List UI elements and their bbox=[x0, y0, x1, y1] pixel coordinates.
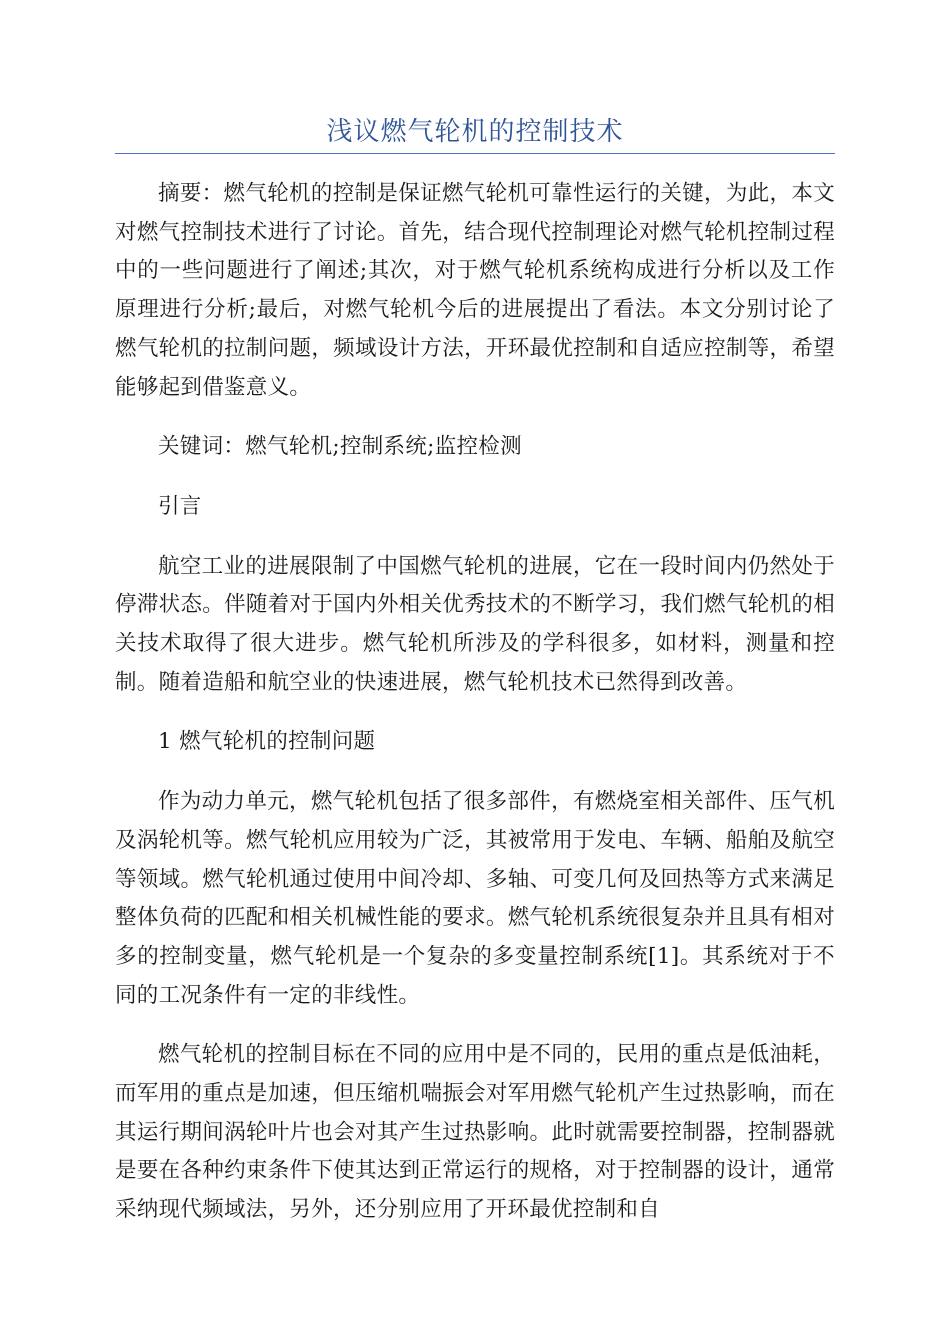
title-underline bbox=[115, 153, 835, 154]
body-paragraph: 作为动力单元，燃气轮机包括了很多部件，有燃烧室相关部件、压气机及涡轮机等。燃气轮机应用较为广泛，其被常用于发电、车辆、船舶及航空等领域。燃气轮机通过使用中间冷却、多轴、可变几何及回热等方式来满足整体负荷的匹配和相关机械性能的要求。燃气轮机系统很复杂并且具有相对多的控制变量，燃气轮机是一个复杂的多变量控制系统[1]。其系统对于不同的工况条件有一定的非线性。 bbox=[115, 789, 835, 1008]
document-title: 浅议燃气轮机的控制技术 bbox=[326, 117, 624, 147]
document-body bbox=[115, 175, 835, 1251]
keywords-paragraph: 关键词：燃气轮机;控制系统;监控检测 bbox=[158, 434, 522, 460]
section-heading-introduction: 引言 bbox=[158, 493, 202, 519]
introduction-paragraph: 航空工业的进展限制了中国燃气轮机的进展，它在一段时间内仍然处于停滞状态。伴随着对于国内外相关优秀技术的不断学习，我们燃气轮机的相关技术取得了很大进步。燃气轮机所涉及的学科很多，如材料，测量和控制。随着造船和航空业的快速进展，燃气轮机技术已然得到改善。 bbox=[115, 553, 835, 695]
body-paragraph: 燃气轮机的控制目标在不同的应用中是不同的，民用的重点是低油耗，而军用的重点是加速，但压缩机喘振会对军用燃气轮机产生过热影响，而在其运行期间涡轮叶片也会对其产生过热影响。此时就需要控制器，控制器就是要在各种约束条件下使其达到正常运行的规格，对于控制器的设计，通常采纳现代频域法，另外，还分别应用了开环最优控制和自 bbox=[115, 1042, 835, 1223]
abstract-paragraph: 摘要：燃气轮机的控制是保证燃气轮机可靠性运行的关键，为此，本文对燃气控制技术进行了讨论。首先，结合现代控制理论对燃气轮机控制过程中的一些问题进行了阐述;其次，对于燃气轮机系统构成进行分析以及工作原理进行分析;最后，对燃气轮机今后的进展提出了看法。本文分别讨论了燃气轮机的拉制问题，频域设计方法，开环最优控制和自适应控制等，希望能够起到借鉴意义。 bbox=[115, 181, 835, 400]
section-heading-control-problem: 1 燃气轮机的控制问题 bbox=[158, 729, 376, 755]
